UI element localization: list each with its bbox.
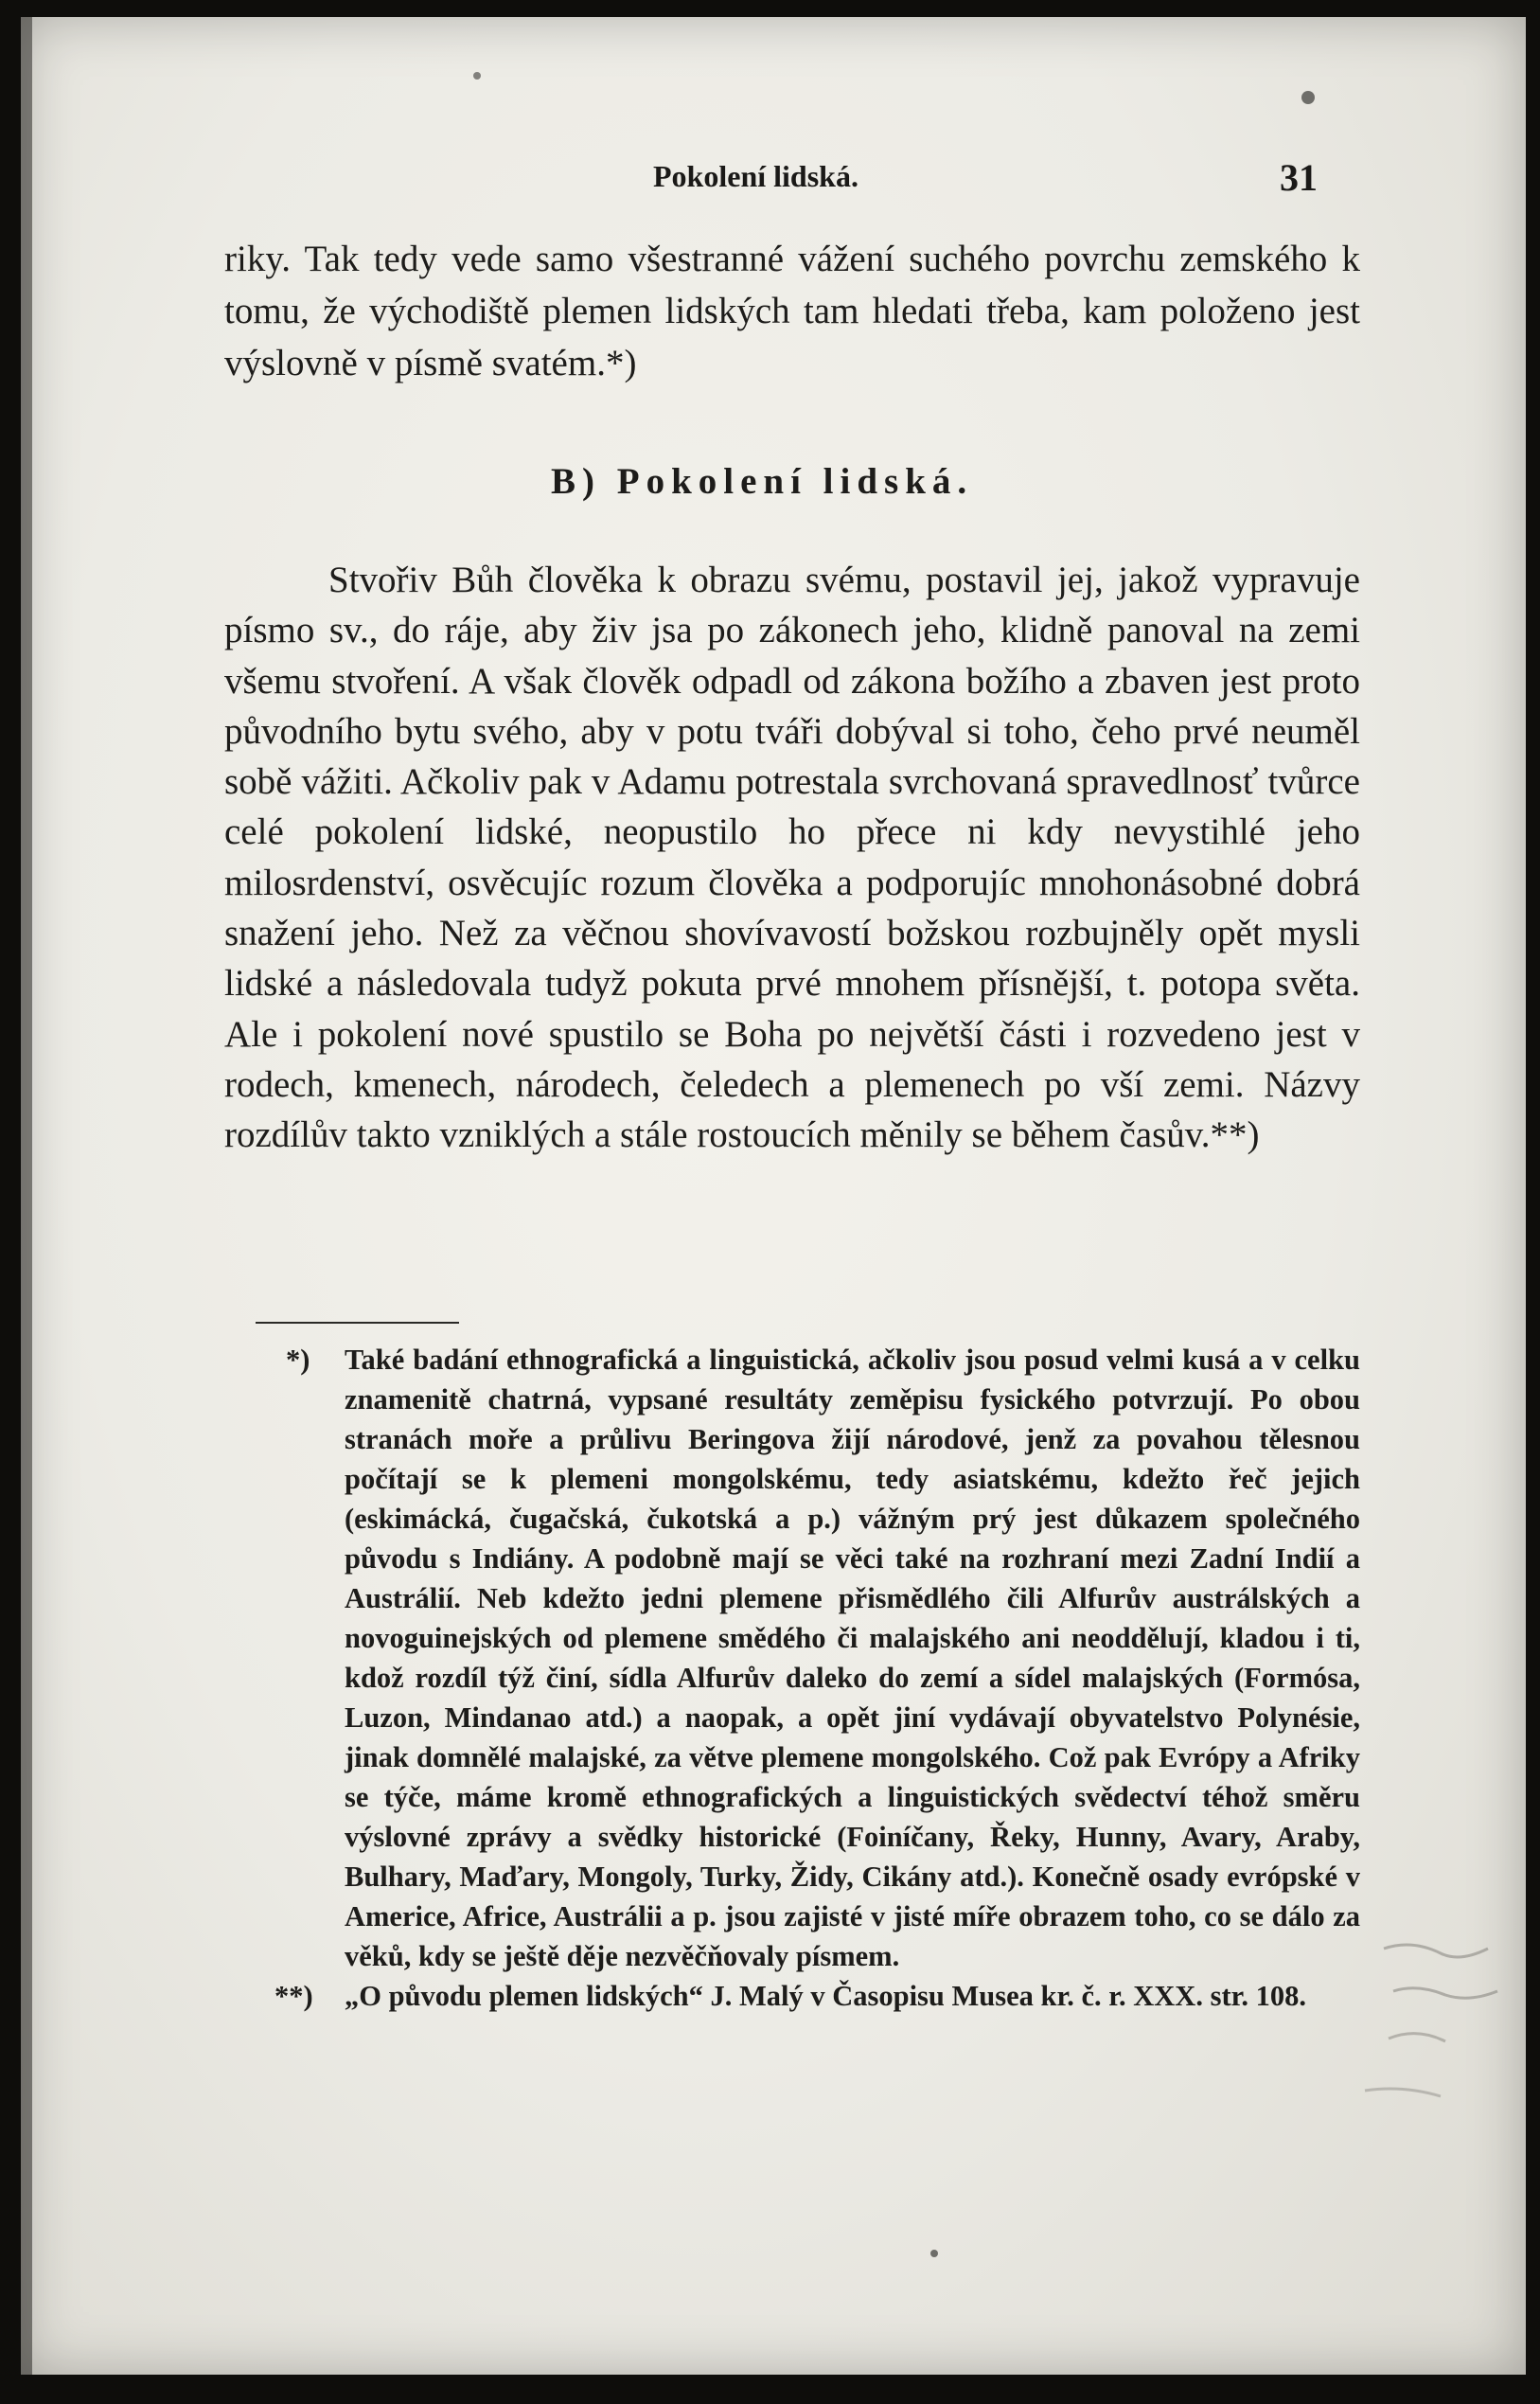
footnote-2 [276,1976,1360,2016]
footnote-text: Také badání ethnografická a linguistická, ačkoliv jsou posud velmi kusá a v celku znamenitě chatrná, vypsané resultáty zeměpisu fysického potvrzují. Po obou stranách moře a průlivu Beringova žijí národové, jenž za povahou tělesnou počítají se k plemeni mongolskému, tedy asiatskému, kdežto řeč jejich (eskimácká, čugačská, čukotská a p.) vážným prý jest důkazem společného původu s Indiány. A podobně mají se věci také na rozhraní mezi Zadní Indií a Austrálií. Neb kdežto jedni plemene přismědlého čili Alfurův austrálských a novoguinejských od plemene smědého či malajského ani neoddělují, kladou i ti, kdož rozdíl týž činí, sídla Alfurův daleko do zemí a sídel malajských (Formósa, Luzon, Mindanao atd.) a naopak, a opět jiní vydávají obyvatelstvo Polynésie, jinak domnělé malajské, za větve plemene mongolského. Což pak Evrópy a Afriky se týče, máme kromě ethnografických a linguistických svědectví téhož směru výslovné zprávy a svědky historické (Foiníčany, Řeky, Hunny, Avary, Araby, Bulhary, Maďary, Mongoly, Turky, Židy, Cikány atd.). Konečně osady evrópské v Americe, Africe, Austrálii a p. jsou zajisté v jisté míře obrazem toho, co se dálo za věků, kdy se ještě děje nezvěčňovaly písmem. [345,1344,1360,1972]
footnote-marker: *) [286,1344,310,1376]
body-paragraph-2: Stvořiv Bůh člověka k obrazu svému, postavil jej, jakož vypravuje písmo sv., do ráje, aby živ jsa po zákonech jeho, klidně panoval na zemi všemu stvoření. A však člověk odpadl od zákona božího a zbaven jest proto původního bytu svého, aby v potu tváři dobýval si toho, čeho prvé neuměl sobě vážiti. Ačkoliv pak v Adamu potrestala svrchovaná spravedlnosť tvůrce celé pokolení lidské, neopustilo ho přece ni kdy nevystihlé jeho milosrdenství, osvěcujíc rozum člověka a podporujíc mnohonásobné dobrá snažení jeho. Než za věčnou shovívavostí božskou rozbujněly opět mysli lidské a následovala tudyž pokuta prvé mnohem přísnější, t. potopa světa. Ale i pokolení nové spustilo se Boha po největší části i rozvedeno jest v rodech, kmenech, národech, čeledech a plemenech po vší zemi. Názvy rozdílův takto vzniklých a stále rostoucích měnily se během časův.**) [224,560,1360,1156]
section-heading: B) Pokolení lidská. [551,461,974,502]
running-title: Pokolení lidská. [653,159,859,193]
footnotes [276,1340,1360,2016]
footnote-1 [276,1340,1360,1976]
footnote-divider [256,1322,459,1324]
body-paragraph-1 [224,233,1360,389]
footnote-text: „O původu plemen lidských“ J. Malý v Časopisu Musea kr. č. r. XXX. str. 108. [345,1980,1306,2012]
page-number: 31 [1280,156,1318,199]
footnote-marker: **) [274,1980,313,2012]
book-page [21,17,1526,2375]
running-header [21,156,1526,216]
paragraph-text: riky. Tak tedy vede samo všestranné vážení suchého povrchu zemského k tomu, že východiště plemen lidských tam hledati třeba, kam položeno jest výslovně v písmě svatém.*) [224,239,1360,383]
